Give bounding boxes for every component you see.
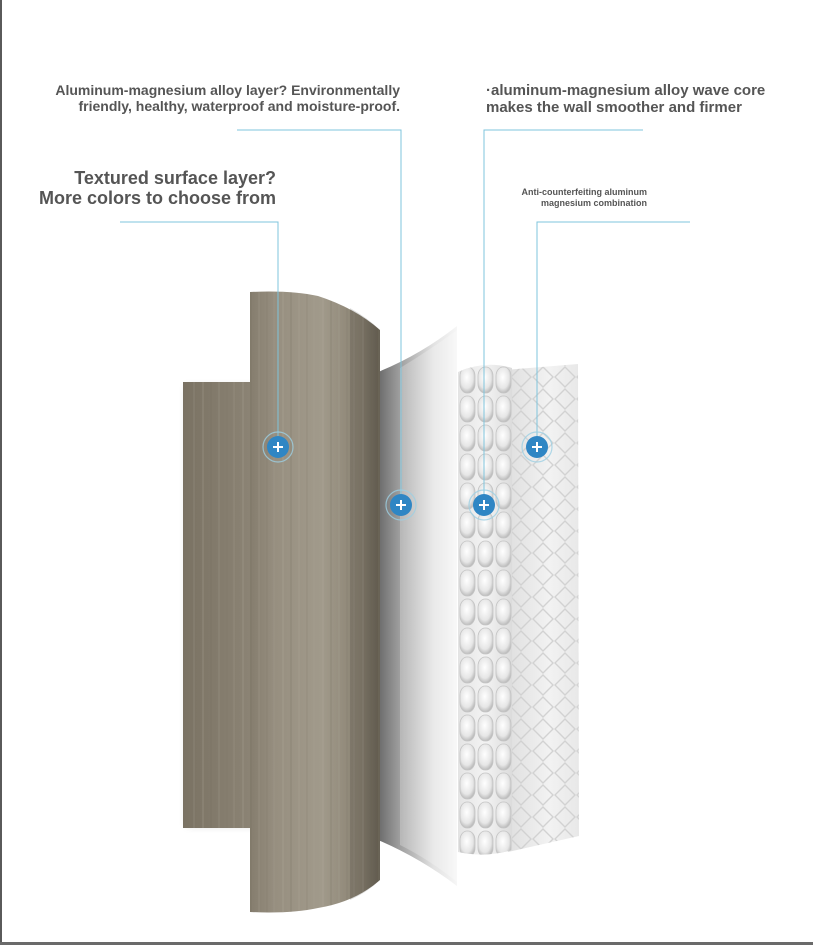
anti-counterfeit-label-line2: magnesium combination [540, 198, 647, 208]
wave-core-label-line1: ·aluminum-magnesium alloy wave core [486, 82, 766, 99]
alloy-layer-label-line2: friendly, healthy, waterproof and moisture-proof. [78, 98, 400, 114]
wave-core-layer [458, 365, 512, 855]
alloy-film-layer [378, 326, 457, 886]
wave-core-hotspot[interactable] [469, 490, 499, 520]
anti-counterfeit-back-layer [505, 364, 579, 852]
textured-wood-panel [183, 292, 380, 913]
textured-surface-label-line2: More colors to choose from [38, 188, 276, 208]
alloy-layer-hotspot[interactable] [386, 490, 416, 520]
textured-surface-label-line1: Textured surface layer? [74, 168, 276, 188]
alloy-layer-label-line1: Aluminum-magnesium alloy layer? Environmentally [55, 82, 400, 98]
anti-counterfeit-label-line1: Anti-counterfeiting aluminum [521, 187, 647, 197]
anti-counterfeit-hotspot[interactable] [522, 432, 552, 462]
wave-core-label-line2: makes the wall smoother and firmer [486, 99, 742, 116]
textured-surface-hotspot[interactable] [263, 432, 293, 462]
